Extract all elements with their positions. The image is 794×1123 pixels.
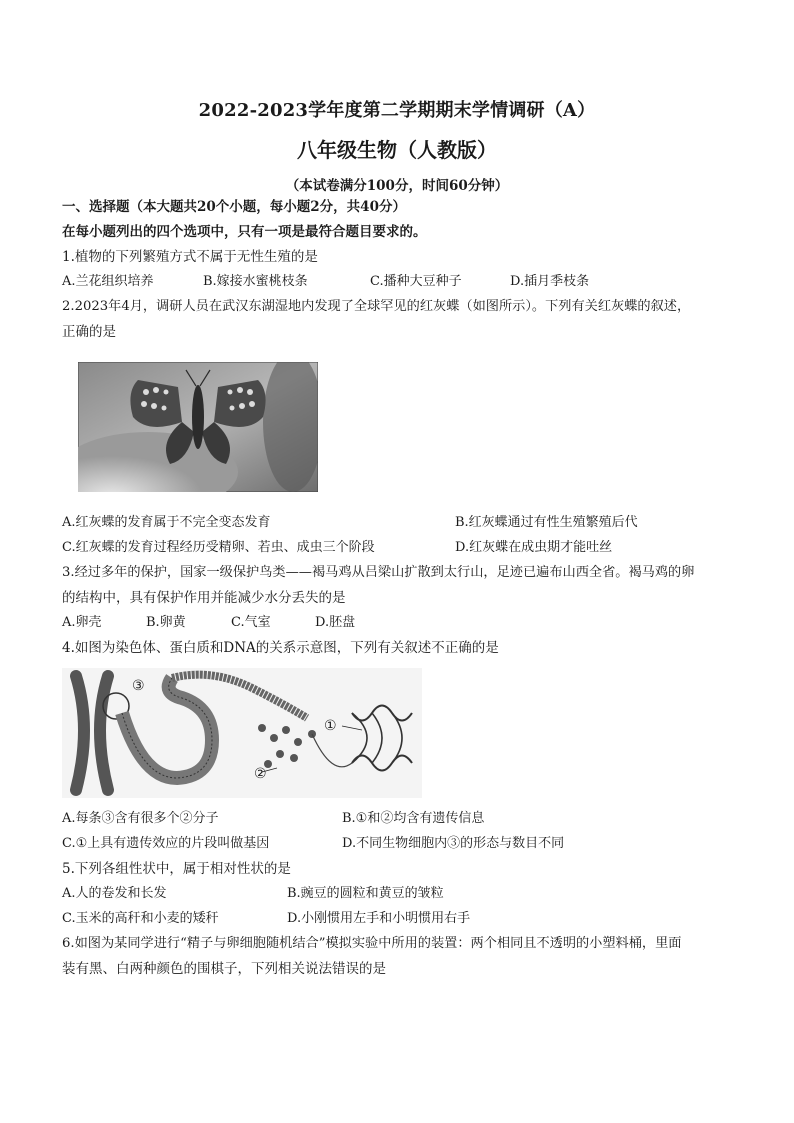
q3-option-c: C.气室 [231,615,271,630]
question-5-stem: 5.下列各组性状中，属于相对性状的是 [62,861,291,877]
q4-option-b: B.①和②均含有遗传信息 [342,811,485,826]
exam-note: （本试卷满分100分，时间60分钟） [285,178,509,194]
butterfly-photo [78,362,318,492]
q1-option-c: C.播种大豆种子 [370,274,462,289]
exam-title: 2022-2023学年度第二学期期末学情调研（A） [198,100,596,121]
chromosome-dna-diagram [62,668,422,798]
question-2-stem: 2.2023年4月，调研人员在武汉东湖湿地内发现了全球罕见的红灰蝶（如图所示）。下列有关红灰蝶的叙述， [62,299,691,314]
q3-option-d: D.胚盘 [315,615,356,630]
exam-subtitle: 八年级生物（人教版） [297,138,497,162]
q5-option-d: D.小刚惯用左手和小明惯用右手 [287,911,471,926]
label-2: ② [254,766,267,782]
label-3: ③ [132,678,145,694]
question-6-stem-cont: 装有黑、白两种颜色的围棋子，下列相关说法错误的是 [62,961,386,977]
question-3-stem-cont: 的结构中，具有保护作用并能减少水分丢失的是 [62,590,346,606]
q2-option-b: B.红灰蝶通过有性生殖繁殖后代 [455,515,638,530]
section-instruction: 在每小题列出的四个选项中，只有一项是最符合题目要求的。 [62,224,427,240]
q3-option-a: A.卵壳 [62,615,102,630]
section-heading: 一、选择题（本大题共20个小题，每小题2分，共40分） [62,199,406,215]
question-3-stem: 3.经过多年的保护，国家一级保护鸟类——褐马鸡从吕梁山扩散到太行山，足迹已遍布山西全省。褐马鸡的卵 [62,565,695,580]
q3-option-b: B.卵黄 [146,615,186,630]
q2-option-c: C.红灰蝶的发育过程经历受精卵、若虫、成虫三个阶段 [62,540,375,555]
question-1-stem: 1.植物的下列繁殖方式不属于无性生殖的是 [62,249,318,265]
question-6-stem: 6.如图为某同学进行“精子与卵细胞随机结合”模拟实验中所用的装置：两个相同且不透明的小塑料桶，里面 [62,936,682,951]
question-2-stem-cont: 正确的是 [62,324,116,340]
q1-option-a: A.兰花组织培养 [62,274,154,289]
q4-option-c: C.①上具有遗传效应的片段叫做基因 [62,836,270,851]
q1-option-b: B.嫁接水蜜桃枝条 [203,274,308,289]
question-4-stem: 4.如图为染色体、蛋白质和DNA的关系示意图，下列有关叙述不正确的是 [62,640,499,656]
q5-option-b: B.豌豆的圆粒和黄豆的皱粒 [287,886,444,901]
q2-option-a: A.红灰蝶的发育属于不完全变态发育 [62,515,271,530]
q4-option-d: D.不同生物细胞内③的形态与数目不同 [342,836,565,851]
q2-option-d: D.红灰蝶在成虫期才能吐丝 [455,540,613,555]
q4-option-a: A.每条③含有很多个②分子 [62,811,219,826]
q5-option-a: A.人的卷发和长发 [62,886,167,901]
q5-option-c: C.玉米的高秆和小麦的矮秆 [62,911,219,926]
q1-option-d: D.插月季枝条 [510,274,590,289]
label-1: ① [324,718,337,734]
